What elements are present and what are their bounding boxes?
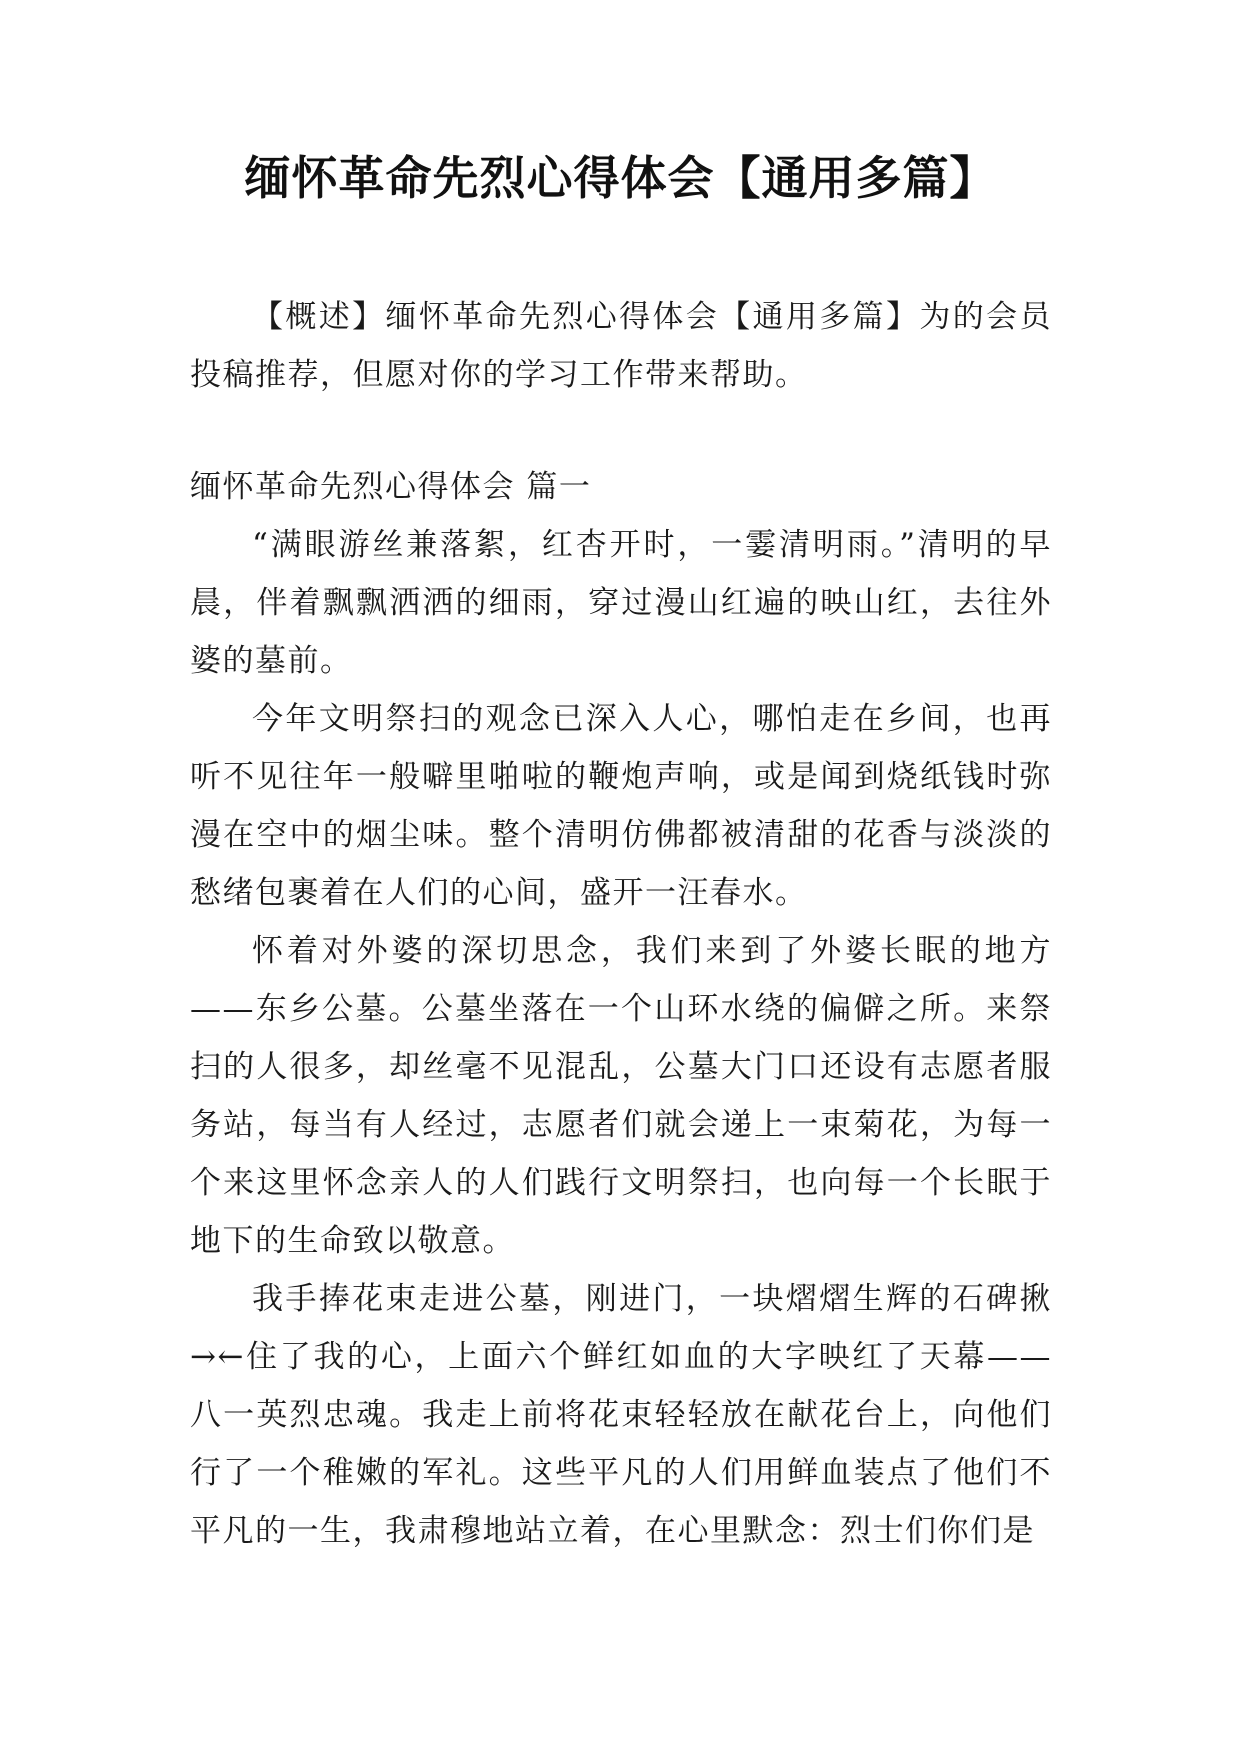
- summary-block: [190, 288, 1052, 404]
- section-heading: 缅怀革命先烈心得体会 篇一: [190, 469, 592, 505]
- summary-paragraph: 【概述】缅怀革命先烈心得体会【通用多篇】为的会员投稿推荐，但愿对你的学习工作带来帮助。: [190, 299, 1052, 393]
- body-paragraph-2: 今年文明祭扫的观念已深入人心，哪怕走在乡间，也再听不见往年一般噼里啪啦的鞭炮声响，或是闻到烧纸钱时弥漫在空中的烟尘味。整个清明仿佛都被清甜的花香与淡淡的愁绪包裹着在人们的心间，盛开一汪春水。: [190, 701, 1052, 911]
- body-paragraph-4: 我手捧花束走进公墓，刚进门，一块熠熠生辉的石碑揪→←住了我的心，上面六个鲜红如血的大字映红了天幕——八一英烈忠魂。我走上前将花束轻轻放在献花台上，向他们行了一个稚嫩的军礼。这些平凡的人们用鲜血装点了他们不平凡的一生，我肃穆地站立着，在心里默念：烈士们你们是: [190, 1281, 1052, 1549]
- body-paragraph-3: 怀着对外婆的深切思念，我们来到了外婆长眠的地方——东乡公墓。公墓坐落在一个山环水绕的偏僻之所。来祭扫的人很多，却丝毫不见混乱，公墓大门口还设有志愿者服务站，每当有人经过，志愿者们就会递上一束菊花，为每一个来这里怀念亲人的人们践行文明祭扫，也向每一个长眠于地下的生命致以敬意。: [190, 933, 1052, 1259]
- document-title: 缅怀革命先烈心得体会【通用多篇】: [244, 151, 997, 205]
- article-body: [190, 458, 1052, 1560]
- body-paragraph-1: “满眼游丝兼落絮，红杏开时，一霎清明雨。”清明的早晨，伴着飘飘洒洒的细雨，穿过漫山红遍的映山红，去往外婆的墓前。: [190, 527, 1052, 679]
